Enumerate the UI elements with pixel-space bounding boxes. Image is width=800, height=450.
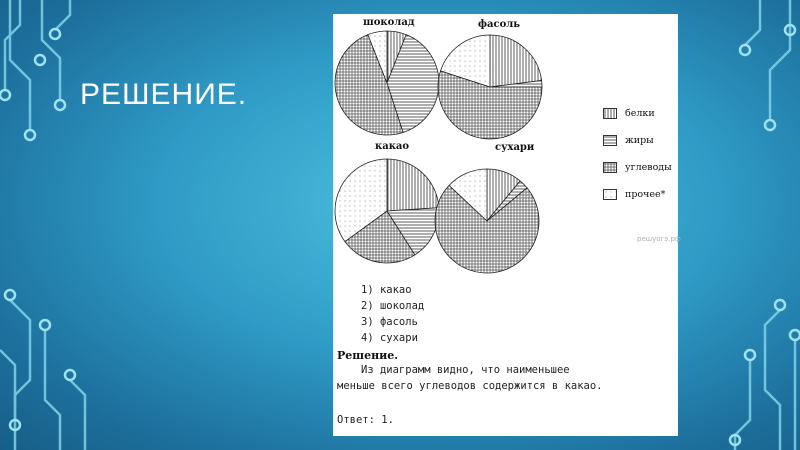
pie-title-cocoa: какао <box>375 141 410 152</box>
legend-label: жиры <box>625 135 654 146</box>
answer-option-4: 4) сухари <box>361 332 418 344</box>
pie-title-chocolate: шоколад <box>363 17 415 28</box>
pie-charts <box>333 14 678 284</box>
circuit-decoration-left <box>0 0 120 450</box>
legend-label: прочее* <box>625 189 666 200</box>
legend-swatch <box>603 189 617 200</box>
pie-1-slice-proteins <box>490 35 542 87</box>
legend-swatch <box>603 108 617 119</box>
legend-label: углеводы <box>625 162 672 173</box>
solution-line-1: Из диаграмм видно, что наименьшее <box>361 364 570 376</box>
solution-line-2: меньше всего углеводов содержится в какао. <box>337 380 603 392</box>
watermark: решуогэ.рф <box>637 235 681 243</box>
circuit-decoration-right <box>680 0 800 450</box>
answer-option-3: 3) фасоль <box>361 316 418 328</box>
task-image-panel <box>333 14 681 436</box>
solution-heading: Решение. <box>337 349 399 362</box>
answer-option-1: 1) какао <box>361 284 412 296</box>
pie-title-beans: фасоль <box>478 19 521 30</box>
pie-title-rusks: сухари <box>495 142 535 153</box>
slide-title: РЕШЕНИЕ. <box>80 78 248 111</box>
legend-swatch <box>603 135 617 146</box>
answer-text: Ответ: 1. <box>337 414 394 426</box>
legend-label: белки <box>625 108 655 119</box>
answer-option-2: 2) шоколад <box>361 300 425 312</box>
legend-swatch <box>603 162 617 173</box>
pie-2-slice-proteins <box>387 159 439 211</box>
